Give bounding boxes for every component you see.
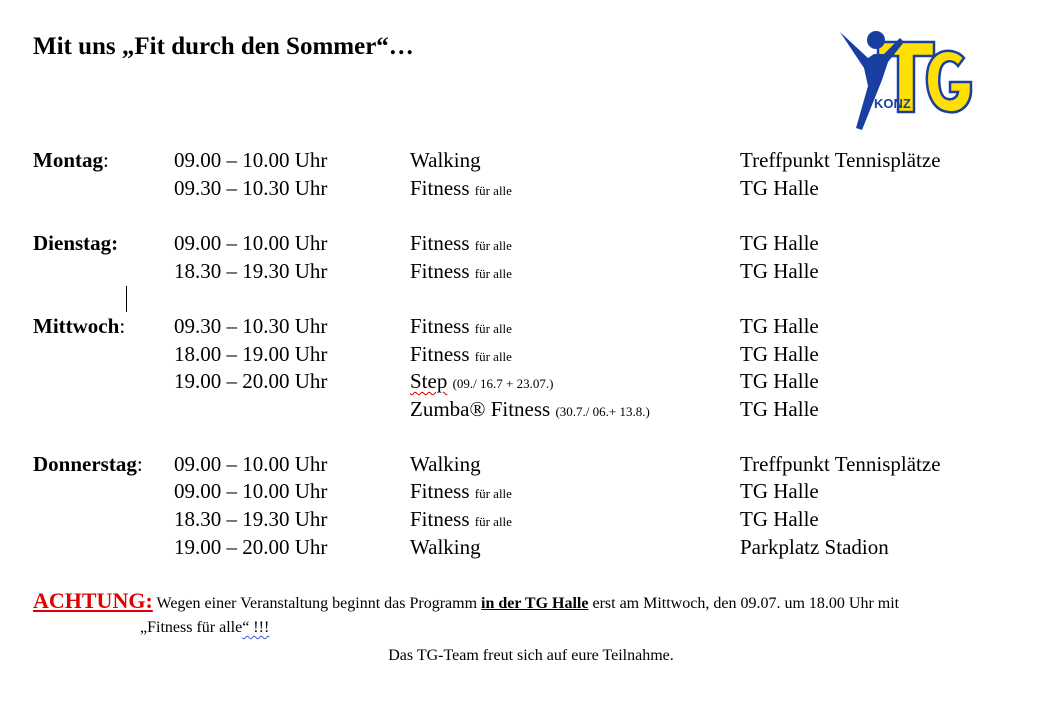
notice-text-2: erst am Mittwoch, den 09.07. um 18.00 Uhr mit — [588, 595, 900, 612]
text-cursor — [126, 286, 127, 312]
activity: Fitness für alle — [410, 259, 512, 283]
notice-text-1: Wegen einer Veranstaltung beginnt das Programm — [152, 595, 482, 612]
schedule-row — [33, 174, 1033, 202]
activity-note: (09./ 16.7 + 23.07.) — [452, 376, 554, 391]
schedule-row — [33, 450, 1033, 478]
location: TG Halle — [740, 314, 819, 338]
time-slot: 09.00 – 10.00 Uhr — [174, 452, 328, 476]
notice-line2-b: “ !!! — [242, 619, 270, 636]
schedule-row — [33, 146, 1033, 174]
location: Treffpunkt Tennisplätze — [740, 148, 941, 172]
schedule-row — [33, 505, 1033, 533]
logo-konz-text: KONZ — [874, 96, 911, 111]
activity-note: (30.7./ 06.+ 13.8.) — [555, 404, 650, 419]
time-slot: 09.30 – 10.30 Uhr — [174, 176, 328, 200]
time-slot: 09.00 – 10.00 Uhr — [174, 479, 328, 503]
notice-emphasis: in der TG Halle — [481, 595, 589, 612]
time-slot: 19.00 – 20.00 Uhr — [174, 535, 328, 559]
activity: Step (09./ 16.7 + 23.07.) — [410, 369, 554, 393]
day-label: Montag: — [33, 148, 109, 172]
logo-letter-g — [927, 51, 971, 112]
activity: Fitness für alle — [410, 314, 512, 338]
location: TG Halle — [740, 342, 819, 366]
location: TG Halle — [740, 507, 819, 531]
activity-note: für alle — [474, 514, 512, 529]
schedule-row — [33, 229, 1033, 257]
activity: Walking — [410, 148, 481, 172]
activity-note: für alle — [474, 349, 512, 364]
schedule-row — [33, 477, 1033, 505]
activity: Walking — [410, 535, 481, 559]
activity: Fitness für alle — [410, 231, 512, 255]
location: Parkplatz Stadion — [740, 535, 889, 559]
page-title: Mit uns „Fit durch den Sommer“… — [33, 33, 414, 60]
time-slot: 09.30 – 10.30 Uhr — [174, 314, 328, 338]
location: Treffpunkt Tennisplätze — [740, 452, 941, 476]
activity: Fitness für alle — [410, 342, 512, 366]
schedule-row — [33, 367, 1033, 395]
location: TG Halle — [740, 479, 819, 503]
activity-note: für alle — [474, 321, 512, 336]
activity: Zumba® Fitness (30.7./ 06.+ 13.8.) — [410, 397, 650, 421]
time-slot: 18.00 – 19.00 Uhr — [174, 342, 328, 366]
time-slot: 09.00 – 10.00 Uhr — [174, 231, 328, 255]
schedule-row — [33, 312, 1033, 340]
activity: Fitness für alle — [410, 176, 512, 200]
time-slot: 19.00 – 20.00 Uhr — [174, 369, 328, 393]
schedule-row — [33, 257, 1033, 285]
closing-line: Das TG-Team freut sich auf eure Teilnahme. — [388, 647, 674, 664]
activity: Fitness für alle — [410, 507, 512, 531]
activity: Fitness für alle — [410, 479, 512, 503]
location: TG Halle — [740, 259, 819, 283]
location: TG Halle — [740, 369, 819, 393]
schedule-row — [33, 395, 1033, 423]
location: TG Halle — [740, 231, 819, 255]
activity-note: für alle — [474, 183, 512, 198]
notice-line2-a: „Fitness für alle — [140, 619, 243, 636]
location: TG Halle — [740, 397, 819, 421]
schedule-row — [33, 340, 1033, 368]
activity-note: für alle — [474, 238, 512, 253]
day-label: Mittwoch: — [33, 314, 126, 338]
day-label: Dienstag: — [33, 231, 119, 255]
notice-line-2 — [140, 616, 269, 640]
activity-note: für alle — [474, 486, 512, 501]
logo-figure-head — [867, 31, 885, 49]
time-slot: 09.00 – 10.00 Uhr — [174, 148, 328, 172]
time-slot: 18.30 – 19.30 Uhr — [174, 507, 328, 531]
schedule-row — [33, 533, 1033, 561]
time-slot: 18.30 – 19.30 Uhr — [174, 259, 328, 283]
location: TG Halle — [740, 176, 819, 200]
tg-konz-logo — [838, 28, 978, 132]
activity: Walking — [410, 452, 481, 476]
notice-label: ACHTUNG: — [33, 588, 153, 613]
day-label: Donnerstag: — [33, 452, 143, 476]
notice-paragraph — [33, 589, 1053, 616]
activity-note: für alle — [474, 266, 512, 281]
